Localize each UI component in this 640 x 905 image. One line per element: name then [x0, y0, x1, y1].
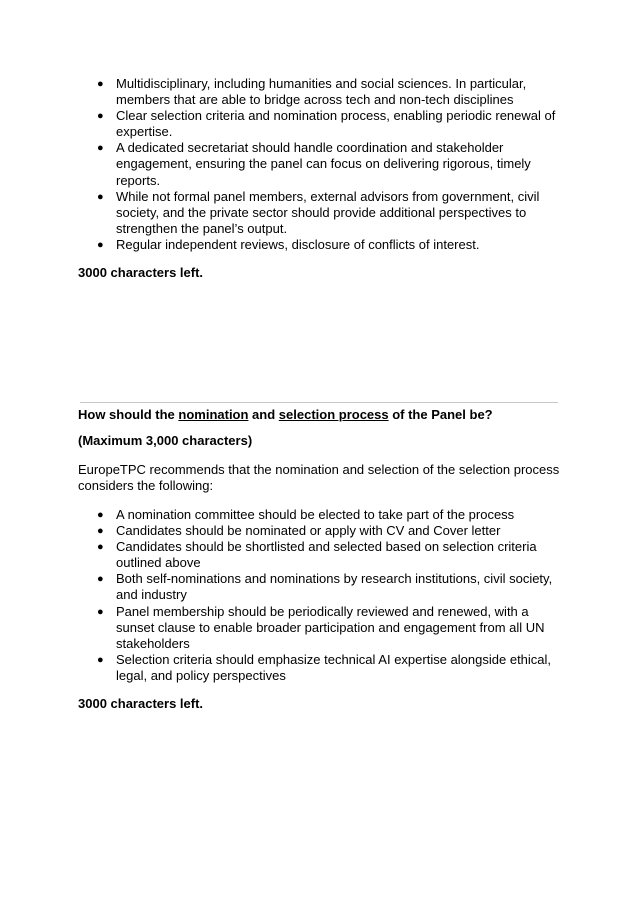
list-item: ● Candidates should be nominated or apply with CV and Cover letter [97, 523, 501, 539]
section2-chars-left: 3000 characters left. [78, 696, 204, 711]
bullet-icon: ● [97, 605, 104, 618]
bullet-icon: ● [97, 653, 104, 666]
section-divider [80, 402, 558, 403]
list-item: ● Candidates should be shortlisted and selected based on selection criteria outlined above [97, 539, 537, 571]
section2-bullet-list [0, 507, 640, 684]
section1-bullet-list [0, 76, 640, 253]
selection-process-link-text: selection process [278, 407, 389, 422]
list-item: ● Both self-nominations and nominations by research institutions, civil society, and industry [97, 571, 553, 603]
list-item: ● Clear selection criteria and nomination process, enabling periodic renewal of expertise. [97, 108, 556, 140]
list-item: ● While not formal panel members, external advisors from government, civil society, and the private sector should provide additional perspectives to strengthen the panel’s output. [97, 188, 540, 236]
list-item: ● Multidisciplinary, including humanities and social sciences. In particular, members that are able to bridge across tech and non-tech disciplines [97, 76, 527, 108]
bullet-icon: ● [97, 110, 104, 123]
bullet-icon: ● [97, 509, 104, 521]
list-item: ● Panel membership should be periodically reviewed and renewed, with a sunset clause to enable broader participation and engagement from all UN stakeholders [97, 603, 545, 651]
list-item: ● Selection criteria should emphasize technical AI expertise alongside ethical, legal, and policy perspectives [97, 651, 552, 683]
list-item: ● Regular independent reviews, disclosure of conflicts of interest. [97, 236, 480, 252]
bullet-icon: ● [97, 525, 104, 538]
intro-paragraph: EuropeTPC recommends that the nomination and selection of the selection process considers the following: [78, 462, 560, 494]
bullet-icon: ● [97, 238, 104, 251]
bullet-icon: ● [97, 573, 104, 586]
question-heading: How should the nomination and selection process of the Panel be? [78, 407, 493, 422]
section1-chars-left: 3000 characters left. [78, 265, 204, 280]
list-item: ● A dedicated secretariat should handle coordination and stakeholder engagement, ensuring the panel can focus on delivering rigorous, timely reports. [97, 140, 531, 188]
nomination-link-text: nomination [178, 407, 249, 422]
list-item: ● A nomination committee should be elected to take part of the process [97, 507, 515, 522]
bullet-icon: ● [97, 541, 104, 554]
bullet-icon: ● [97, 78, 104, 90]
max-characters-note: (Maximum 3,000 characters) [78, 433, 253, 448]
bullet-icon: ● [97, 142, 104, 155]
bullet-icon: ● [97, 190, 104, 203]
